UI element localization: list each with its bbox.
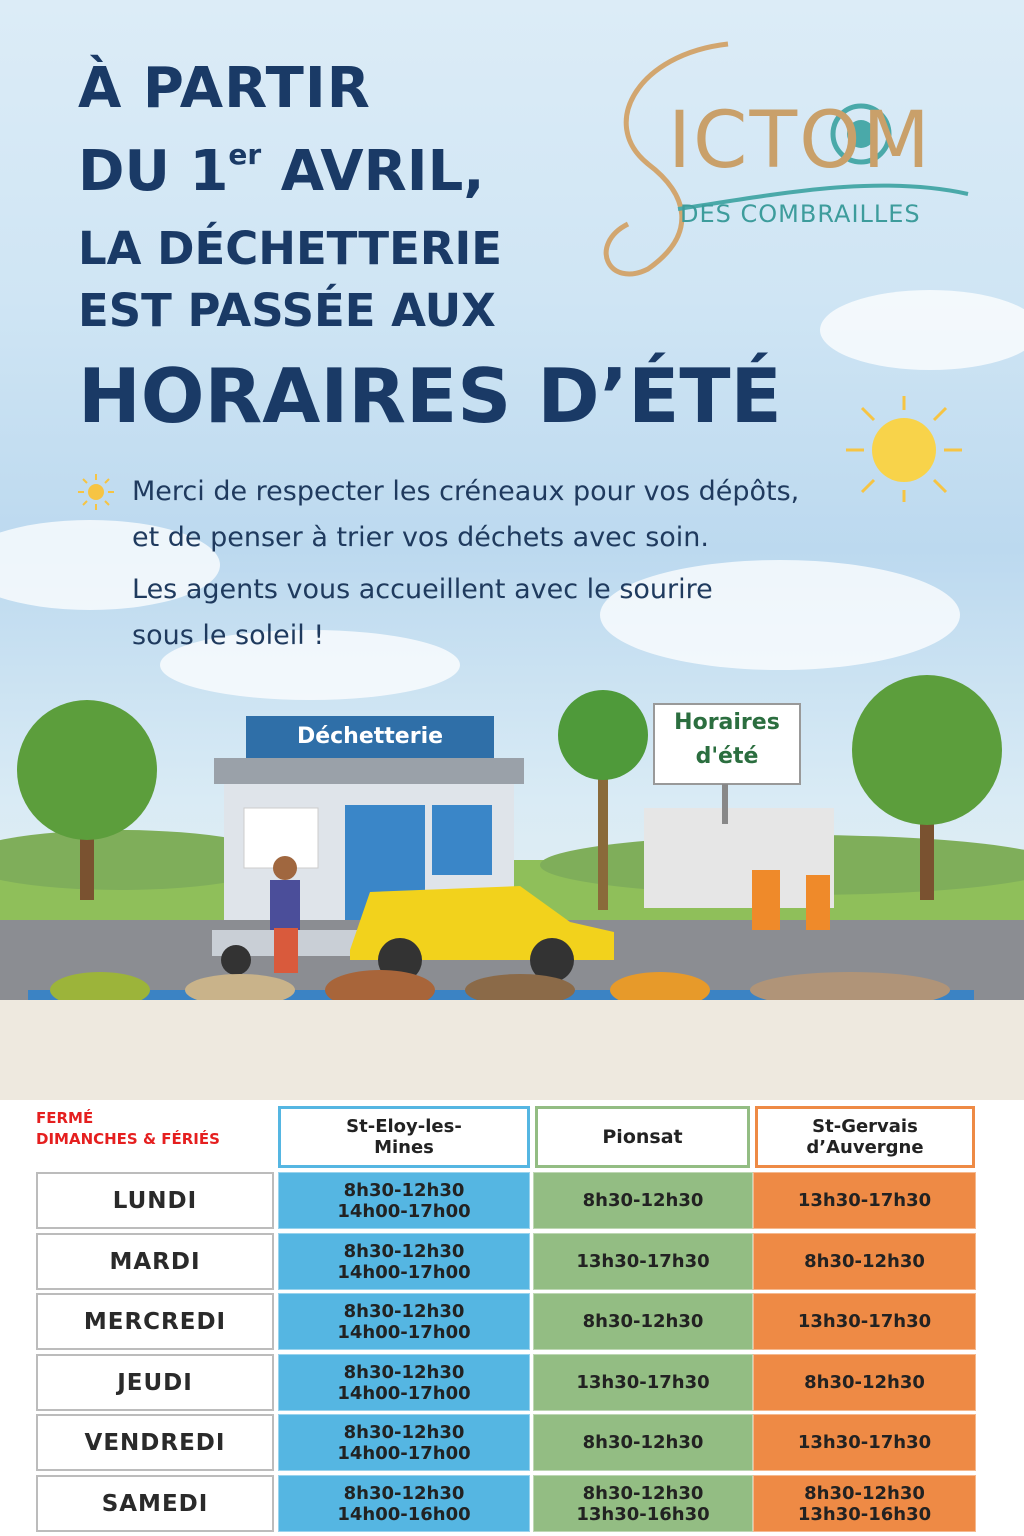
time-range: 13h30-16h30 xyxy=(576,1503,710,1525)
site-header-st-eloy: St-Eloy-les- Mines xyxy=(278,1106,530,1168)
time-range: 14h00-17h00 xyxy=(337,1261,471,1283)
time-range: 8h30-12h30 xyxy=(804,1251,925,1272)
time-range: 14h00-17h00 xyxy=(337,1382,471,1404)
time-range: 14h00-17h00 xyxy=(337,1442,471,1464)
time-range: 8h30-12h30 xyxy=(343,1300,465,1322)
headline-line-1: À PARTIR xyxy=(78,56,371,121)
sun-icon xyxy=(842,392,982,502)
headline-line-4: EST PASSÉE AUX xyxy=(78,284,496,337)
site-header-st-gervais: St-Gervais d’Auvergne xyxy=(755,1106,975,1168)
day-label: MARDI xyxy=(36,1233,274,1290)
hours-cell xyxy=(278,1354,530,1411)
time-range: 13h30-17h30 xyxy=(576,1372,710,1393)
hours-cell xyxy=(533,1475,753,1532)
day-label: SAMEDI xyxy=(36,1475,274,1532)
time-range: 8h30-12h30 xyxy=(582,1432,704,1453)
hours-cell xyxy=(533,1172,753,1229)
closed-notice: FERMÉ DIMANCHES & FÉRIÉS xyxy=(36,1109,220,1148)
hours-cell xyxy=(533,1414,753,1471)
logo-wordmark: ICTOM xyxy=(668,96,932,186)
headline-line-3: LA DÉCHETTERIE xyxy=(78,222,502,275)
day-label: VENDREDI xyxy=(36,1414,274,1471)
time-range: 8h30-12h30 xyxy=(343,1421,465,1443)
time-range: 8h30-12h30 xyxy=(804,1372,925,1393)
hours-cell xyxy=(278,1293,530,1350)
time-range: 8h30-12h30 xyxy=(343,1240,465,1262)
sun-icon xyxy=(76,472,116,512)
time-range: 8h30-12h30 xyxy=(343,1361,465,1383)
time-range: 14h00-17h00 xyxy=(337,1200,471,1222)
site-header-pionsat: Pionsat xyxy=(535,1106,750,1168)
hours-cell xyxy=(278,1172,530,1229)
time-range: 8h30-12h30 xyxy=(582,1190,704,1211)
logo-subtitle: DES COMBRAILLES xyxy=(680,200,921,228)
headline-line-5: HORAIRES D’ÉTÉ xyxy=(78,352,782,440)
message-line-1: Merci de respecter les créneaux pour vos dépôts, xyxy=(132,476,800,507)
hours-cell xyxy=(753,1414,976,1471)
time-range: 8h30-12h30 xyxy=(804,1482,925,1504)
building-sign: Déchetterie xyxy=(296,724,444,749)
time-range: 8h30-12h30 xyxy=(343,1482,465,1504)
time-range: 14h00-16h00 xyxy=(337,1503,471,1525)
time-range: 13h30-17h30 xyxy=(797,1311,932,1332)
cloud xyxy=(820,290,1024,370)
time-range: 8h30-12h30 xyxy=(582,1311,704,1332)
message-line-3: Les agents vous accueillent avec le sourire xyxy=(132,574,713,605)
time-range: 13h30-17h30 xyxy=(797,1432,932,1453)
day-label: MERCREDI xyxy=(36,1293,274,1350)
hours-cell xyxy=(533,1354,753,1411)
time-range: 13h30-17h30 xyxy=(797,1190,932,1211)
time-range: 13h30-16h30 xyxy=(797,1503,932,1525)
hours-cell xyxy=(278,1233,530,1290)
hours-cell xyxy=(753,1172,976,1229)
message-line-4: sous le soleil ! xyxy=(132,620,325,651)
hours-cell xyxy=(753,1293,976,1350)
time-range: 8h30-12h30 xyxy=(343,1179,465,1201)
headline-line-2: DU 1er AVRIL, xyxy=(78,138,485,204)
hours-cell xyxy=(753,1475,976,1532)
time-range: 13h30-17h30 xyxy=(576,1251,710,1272)
message-line-2: et de penser à trier vos déchets avec soin. xyxy=(132,522,709,553)
time-range: 14h00-17h00 xyxy=(337,1321,471,1343)
hours-cell xyxy=(533,1233,753,1290)
hours-cell xyxy=(278,1414,530,1471)
hours-cell xyxy=(753,1354,976,1411)
hours-cell xyxy=(533,1293,753,1350)
summer-hours-sign: Horaires d'été xyxy=(674,710,780,769)
day-label: LUNDI xyxy=(36,1172,274,1229)
day-label: JEUDI xyxy=(36,1354,274,1411)
hours-cell xyxy=(278,1475,530,1532)
time-range: 8h30-12h30 xyxy=(582,1482,704,1504)
hours-cell xyxy=(753,1233,976,1290)
ground xyxy=(0,1000,1024,1100)
